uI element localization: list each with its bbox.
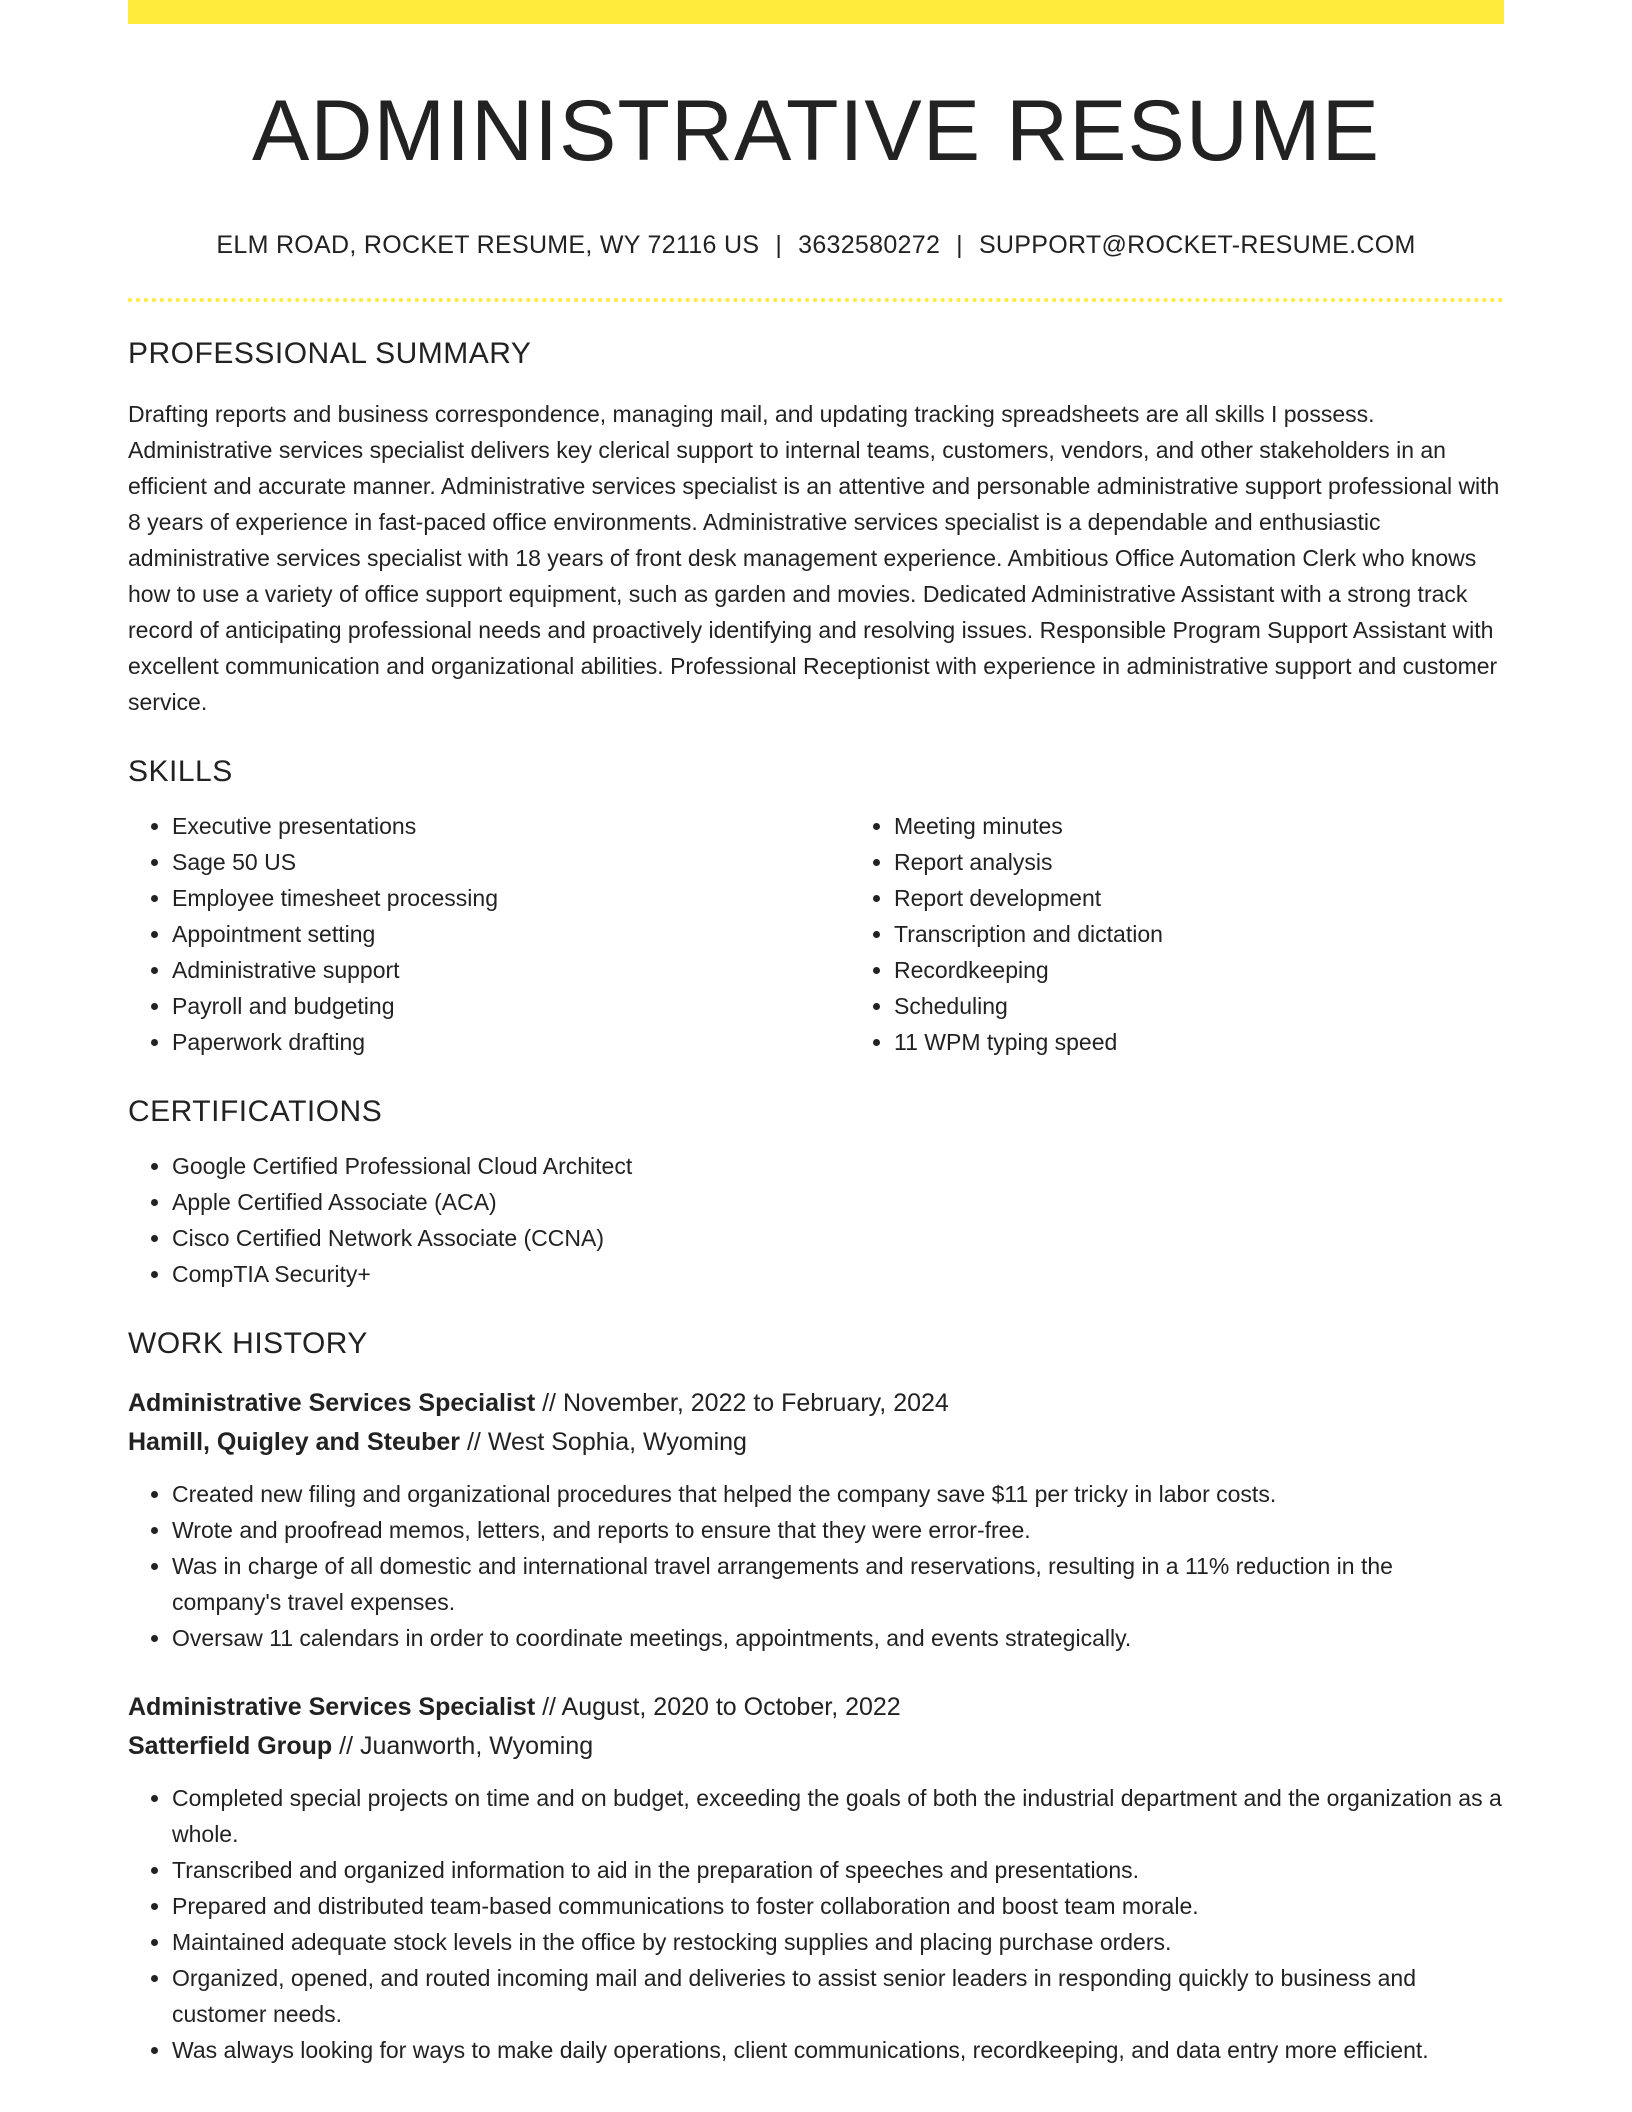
job-bullet: • Was in charge of all domestic and international travel arrangements and reservations, resulting in a 11% reduction in the company's travel expenses. [172, 1548, 1504, 1620]
job-title: Administrative Services Specialist [128, 1388, 536, 1417]
job-title-line [128, 1688, 1504, 1727]
job-dates: // November, 2022 to February, 2024 [535, 1388, 949, 1417]
skill-item: • Recordkeeping [894, 952, 1572, 988]
skills-list-right [850, 808, 1572, 1060]
job-bullets [128, 1780, 1504, 2068]
job-dates: // August, 2020 to October, 2022 [535, 1692, 901, 1721]
job-entry [128, 1384, 1504, 1656]
skill-item: • Meeting minutes [894, 808, 1572, 844]
contact-separator: | [956, 230, 963, 259]
job-bullet: • Completed special projects on time and on budget, exceeding the goals of both the industrial department and the organization as a whole. [172, 1780, 1504, 1852]
skills-list-left [128, 808, 850, 1060]
skills-section [128, 754, 1504, 1060]
job-company-line [128, 1423, 1504, 1462]
contact-separator: | [775, 230, 783, 259]
job-company: Satterfield Group [128, 1731, 333, 1760]
job-bullets [128, 1476, 1504, 1656]
header-divider [128, 298, 1504, 302]
certifications-heading: CERTIFICATIONS [128, 1094, 383, 1128]
job-title-line [128, 1384, 1504, 1423]
skill-item: • Scheduling [894, 988, 1572, 1024]
job-bullet: • Oversaw 11 calendars in order to coordinate meetings, appointments, and events strategically. [172, 1620, 1504, 1656]
work-history-section [128, 1326, 1504, 2068]
skill-item: • Transcription and dictation [894, 916, 1572, 952]
skill-item: • Administrative support [172, 952, 850, 988]
certification-item: • Apple Certified Associate (ACA) [172, 1184, 1504, 1220]
job-entry [128, 1688, 1504, 2068]
job-bullet: • Wrote and proofread memos, letters, and reports to ensure that they were error-free. [172, 1512, 1504, 1548]
skills-grid [128, 808, 1504, 1060]
resume-title: ADMINISTRATIVE RESUME [252, 83, 1380, 179]
skills-heading: SKILLS [128, 754, 233, 788]
work-history-heading: WORK HISTORY [128, 1326, 368, 1360]
certifications-list [128, 1148, 1504, 1292]
contact-phone: 3632580272 [798, 230, 941, 259]
top-accent-bar [128, 0, 1504, 24]
job-title: Administrative Services Specialist [128, 1692, 536, 1721]
skill-item: • Executive presentations [172, 808, 850, 844]
skill-item: • Appointment setting [172, 916, 850, 952]
skill-item: • Sage 50 US [172, 844, 850, 880]
job-location: // Juanworth, Wyoming [332, 1731, 594, 1760]
summary-text: Drafting reports and business correspondence, managing mail, and updating tracking spreadsheets are all skills I possess. Administrative services specialist delivers key clerical support to internal teams, customers, vendors, and other stakeholders in an efficient and accurate manner. Administrative services specialist is an attentive and personable administrative support professional with 8 years of experience in fast-paced office environments. Administrative services specialist is a dependable and enthusiastic administrative services specialist with 18 years of front desk management experience. Ambitious Office Automation Clerk who knows how to use a variety of office support equipment, such as garden and movies. Dedicated Administrative Assistant with a strong track record of anticipating professional needs and proactively identifying and resolving issues. Responsible Program Support Assistant with excellent communication and organizational abilities. Professional Receptionist with experience in administrative support and customer service. [128, 400, 1500, 715]
job-bullet: • Organized, opened, and routed incoming mail and deliveries to assist senior leaders in responding quickly to business and customer needs. [172, 1960, 1504, 2032]
summary-heading: PROFESSIONAL SUMMARY [128, 336, 532, 370]
skill-item: • Report analysis [894, 844, 1572, 880]
job-bullet: • Was always looking for ways to make daily operations, client communications, recordkeeping, and data entry more efficient. [172, 2032, 1504, 2068]
job-company: Hamill, Quigley and Steuber [128, 1427, 461, 1456]
skill-item: • 11 WPM typing speed [894, 1024, 1572, 1060]
job-bullet: • Transcribed and organized information to aid in the preparation of speeches and presentations. [172, 1852, 1504, 1888]
certification-item: • Google Certified Professional Cloud Architect [172, 1148, 1504, 1184]
resume-page [128, 0, 1504, 2068]
summary-section [128, 336, 1504, 720]
contact-email: SUPPORT@ROCKET-RESUME.COM [978, 230, 1416, 259]
certification-item: • Cisco Certified Network Associate (CCNA) [172, 1220, 1504, 1256]
job-company-line [128, 1727, 1504, 1766]
job-bullet: • Prepared and distributed team-based communications to foster collaboration and boost team morale. [172, 1888, 1504, 1924]
contact-line [128, 231, 1504, 260]
skill-item: • Employee timesheet processing [172, 880, 850, 916]
job-bullet: • Created new filing and organizational procedures that helped the company save $11 per tricky in labor costs. [172, 1476, 1504, 1512]
job-bullet: • Maintained adequate stock levels in the office by restocking supplies and placing purchase orders. [172, 1924, 1504, 1960]
certifications-section [128, 1094, 1504, 1292]
contact-address: ELM ROAD, ROCKET RESUME, WY 72116 US [216, 230, 760, 259]
skill-item: • Paperwork drafting [172, 1024, 850, 1060]
skill-item: • Report development [894, 880, 1572, 916]
certification-item: • CompTIA Security+ [172, 1256, 1504, 1292]
skill-item: • Payroll and budgeting [172, 988, 850, 1024]
job-location: // West Sophia, Wyoming [460, 1427, 747, 1456]
